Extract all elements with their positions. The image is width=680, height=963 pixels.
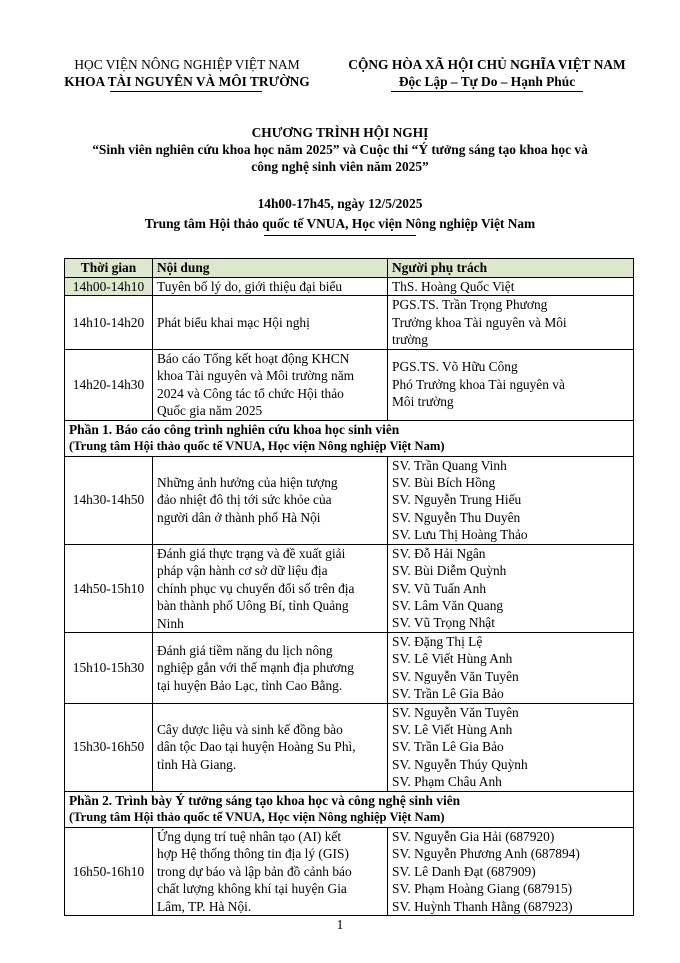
person-cell — [388, 277, 634, 296]
content-line: Báo cáo Tổng kết hoạt động KHCN — [157, 350, 350, 366]
content-cell — [153, 296, 388, 350]
content-line: Đánh giá thực trạng và đề xuất giải — [157, 545, 346, 561]
table-header-row — [65, 259, 634, 278]
section-cell — [65, 420, 634, 456]
time-cell: 14h10-14h20 — [65, 296, 153, 350]
content-line: người dân ở thành phố Hà Nội — [157, 509, 321, 525]
content-line: trong dự báo và lập bản đồ cảnh báo — [157, 863, 352, 879]
person-line: Môi trường — [392, 394, 454, 410]
person-line: SV. Nguyễn Gia Hải (687920) — [392, 828, 555, 844]
content-line: tỉnh Hà Giang. — [157, 756, 237, 772]
motto-underline — [391, 91, 583, 92]
university-name: HỌC VIỆN NÔNG NGHIỆP VIỆT NAM — [74, 57, 300, 72]
org-header — [54, 56, 320, 90]
content-line: bàn thành phố Uông Bí, tỉnh Quảng — [157, 598, 349, 614]
document-title — [40, 124, 640, 175]
person-line: SV. Bùi Diễm Quỳnh — [392, 563, 507, 579]
content-line: đảo nhiệt đô thị tới sức khỏe của — [157, 492, 332, 508]
country-name: CỘNG HÒA XÃ HỘI CHỦ NGHĨA VIỆT NAM — [348, 57, 626, 72]
time-cell: 14h50-15h10 — [65, 544, 153, 633]
content-line: chính phục vụ chuyển đổi số trên địa — [157, 580, 355, 596]
program-table — [64, 258, 634, 916]
content-line: tại huyện Bảo Lạc, tỉnh Cao Bằng. — [157, 677, 343, 693]
person-line: PGS.TS. Trần Trọng Phương — [392, 297, 548, 312]
content-line: khoa Tài nguyên và Môi trường năm — [157, 368, 355, 383]
event-info — [40, 195, 640, 232]
section-cell — [65, 791, 634, 827]
column-header-person: Người phụ trách — [388, 259, 634, 278]
content-line: Phát biểu khai mạc Hội nghị — [157, 314, 310, 330]
column-header-time: Thời gian — [65, 259, 153, 278]
section-title: Phần 2. Trình bày Ý tưởng sáng tạo khoa học và công nghệ sinh viên — [69, 792, 461, 808]
time-cell: 14h20-14h30 — [65, 349, 153, 420]
table-row — [65, 703, 634, 791]
person-line: SV. Trần Quang Vinh — [392, 457, 507, 473]
person-line: SV. Phạm Hoàng Giang (687915) — [392, 881, 573, 897]
table-row — [65, 633, 634, 704]
person-line: SV. Lâm Văn Quang — [392, 597, 504, 613]
content-line: Những ảnh hưởng của hiện tượng — [157, 474, 338, 490]
table-row — [65, 296, 634, 350]
person-line: SV. Vũ Tuấn Anh — [392, 580, 487, 596]
title-main: CHƯƠNG TRÌNH HỘI NGHỊ — [251, 125, 429, 140]
section-row-part1 — [65, 420, 634, 456]
content-cell — [153, 456, 388, 544]
content-cell — [153, 827, 388, 916]
person-line: SV. Vũ Trọng Nhật — [392, 615, 495, 631]
person-cell — [388, 703, 634, 791]
person-line: SV. Nguyễn Thu Duyên — [392, 509, 521, 525]
title-sub-1: “Sinh viên nghiên cứu khoa học năm 2025” và Cuộc thi “Ý tưởng sáng tạo khoa học và — [92, 142, 588, 157]
content-line: 2024 và Công tác tổ chức Hội thảo — [157, 385, 344, 401]
content-line: hợp Hệ thống thông tin địa lý (GIS) — [157, 846, 349, 862]
person-cell — [388, 296, 634, 350]
content-line: Lâm, TP. Hà Nội. — [157, 898, 252, 914]
time-cell: 16h50-16h10 — [65, 827, 153, 916]
person-line: SV. Nguyễn Trung Hiếu — [392, 492, 522, 508]
content-line: Cây dược liệu và sinh kế đồng bào — [157, 721, 343, 737]
person-line: SV. Đỗ Hải Ngân — [392, 545, 486, 561]
content-cell — [153, 703, 388, 791]
content-cell — [153, 349, 388, 420]
content-line: Tuyên bố lý do, giới thiệu đại biểu — [157, 278, 343, 294]
person-line: SV. Nguyễn Phương Anh (687894) — [392, 846, 580, 862]
time-cell: 14h30-14h50 — [65, 456, 153, 544]
person-line: SV. Đặng Thị Lệ — [392, 634, 483, 650]
person-line: SV. Lê Viết Hùng Anh — [392, 722, 513, 738]
title-sub-2: công nghệ sinh viên năm 2025” — [251, 159, 429, 174]
content-line: Ninh — [157, 615, 184, 631]
person-line: SV. Trần Lê Gia Bảo — [392, 739, 504, 755]
content-line: Quốc gia năm 2025 — [157, 403, 263, 418]
person-line: PGS.TS. Võ Hữu Công — [392, 359, 518, 375]
section-venue: (Trung tâm Hội thảo quốc tế VNUA, Học viện Nông nghiệp Việt Nam) — [69, 810, 445, 825]
person-cell — [388, 633, 634, 704]
person-line: SV. Lê Danh Đạt (687909) — [392, 863, 536, 879]
content-cell — [153, 544, 388, 633]
venue-underline — [264, 235, 416, 236]
person-line: SV. Nguyễn Văn Tuyên — [392, 668, 519, 684]
faculty-underline — [110, 91, 262, 92]
person-cell — [388, 827, 634, 916]
person-line: ThS. Hoàng Quốc Việt — [392, 278, 515, 294]
person-line: SV. Nguyễn Văn Tuyên — [392, 704, 519, 720]
content-line: chất lượng không khí tại huyện Gia — [157, 881, 347, 897]
content-cell — [153, 633, 388, 704]
content-line: Ứng dụng trí tuệ nhân tạo (AI) kết — [157, 828, 342, 844]
table-row — [65, 349, 634, 420]
column-header-content: Nội dung — [153, 259, 388, 278]
person-line: SV. Phạm Châu Anh — [392, 774, 502, 790]
content-line: dân tộc Dao tại huyện Hoàng Su Phì, — [157, 739, 356, 755]
page-number: 1 — [336, 917, 344, 932]
person-cell — [388, 349, 634, 420]
person-line: SV. Lê Viết Hùng Anh — [392, 651, 513, 667]
person-line: Trưởng khoa Tài nguyên và Môi — [392, 314, 567, 330]
person-line: trường — [392, 332, 428, 347]
section-venue: (Trung tâm Hội thảo quốc tế VNUA, Học viện Nông nghiệp Việt Nam) — [69, 439, 445, 453]
time-cell: 15h10-15h30 — [65, 633, 153, 704]
person-cell — [388, 456, 634, 544]
person-line: SV. Bùi Bích Hồng — [392, 474, 496, 490]
content-cell — [153, 277, 388, 296]
section-row-part2 — [65, 791, 634, 827]
event-time: 14h00-17h45, ngày 12/5/2025 — [257, 196, 423, 211]
table-row — [65, 544, 634, 633]
time-cell: 14h00-14h10 — [65, 277, 153, 296]
faculty-name: KHOA TÀI NGUYÊN VÀ MÔI TRƯỜNG — [64, 74, 310, 89]
content-line: Đánh giá tiềm năng du lịch nông — [157, 642, 333, 658]
time-cell: 15h30-16h50 — [65, 703, 153, 791]
section-title: Phần 1. Báo cáo công trình nghiên cứu khoa học sinh viên — [69, 421, 400, 437]
person-line: Phó Trưởng khoa Tài nguyên và — [392, 376, 565, 392]
national-motto: Độc Lập – Tự Do – Hạnh Phúc — [398, 74, 576, 89]
person-line: SV. Huỳnh Thanh Hằng (687923) — [392, 898, 573, 914]
person-line: SV. Trần Lê Gia Bảo — [392, 686, 504, 702]
person-line: SV. Lưu Thị Hoàng Thảo — [392, 527, 528, 543]
person-line: SV. Nguyễn Thúy Quỳnh — [392, 756, 528, 772]
table-row — [65, 456, 634, 544]
content-line: pháp vận hành cơ sở dữ liệu địa — [157, 563, 328, 579]
table-row — [65, 827, 634, 916]
content-line: nghiệp gắn với thế mạnh địa phương — [157, 660, 354, 676]
national-header — [326, 56, 648, 90]
person-cell — [388, 544, 634, 633]
table-row — [65, 277, 634, 296]
event-venue: Trung tâm Hội thảo quốc tế VNUA, Học viện Nông nghiệp Việt Nam — [144, 216, 536, 231]
